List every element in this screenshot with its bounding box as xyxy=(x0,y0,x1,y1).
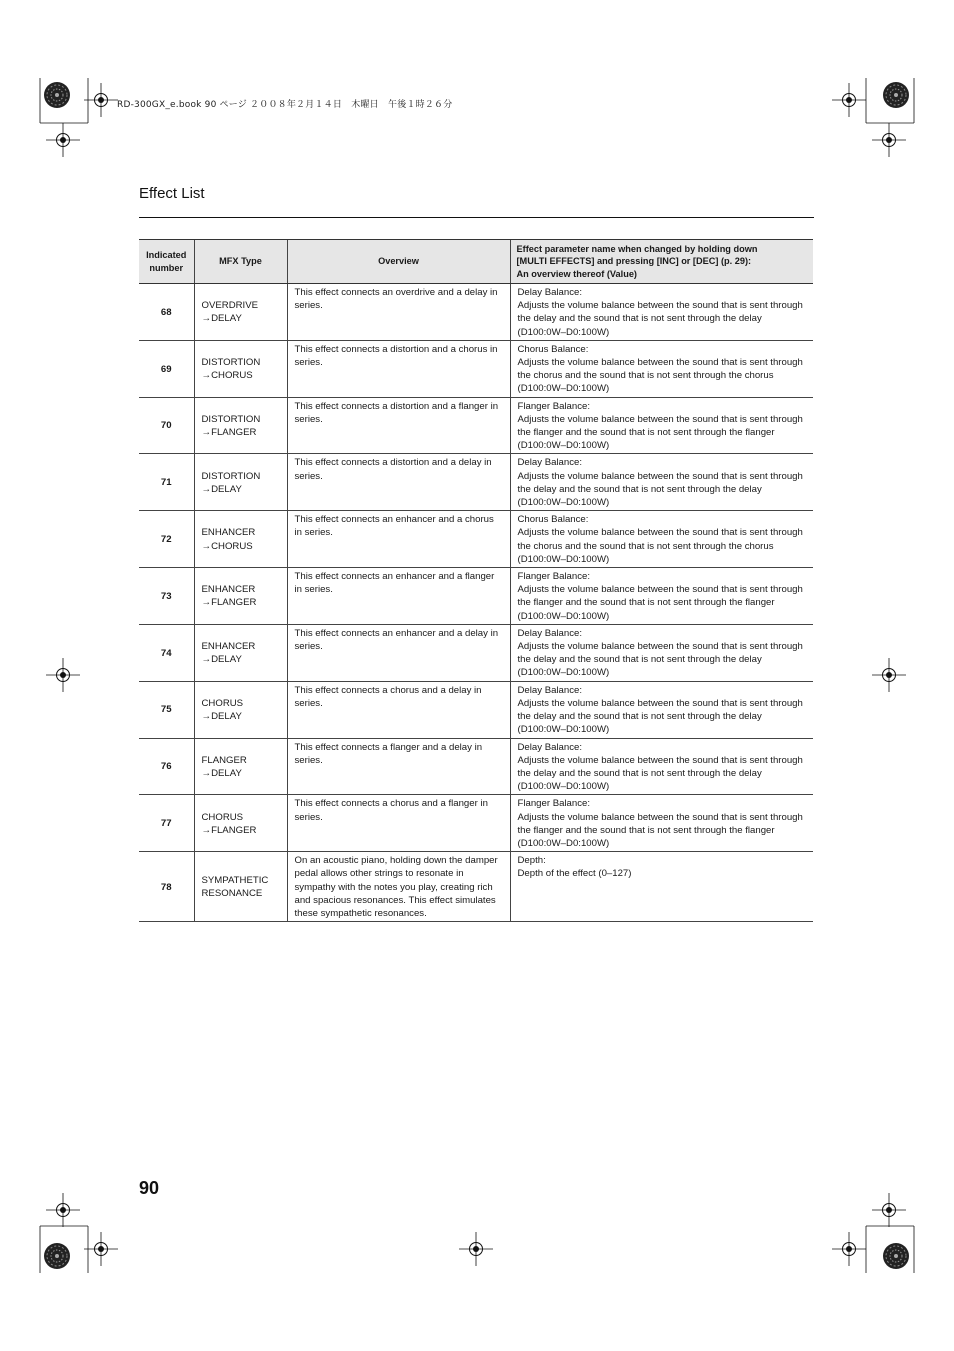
parameter-description: Adjusts the volume balance between the sound that is sent through the delay and the sound that is not sent through the delay (D100:0W–D0:100W) xyxy=(517,697,803,736)
section-title: Effect List xyxy=(139,185,205,202)
mfx-type xyxy=(194,738,287,795)
table-row xyxy=(139,624,813,681)
mfx-type-line: DISTORTION xyxy=(201,357,261,369)
table-header-row xyxy=(139,240,813,284)
effect-number: 77 xyxy=(139,795,194,852)
table-row xyxy=(139,397,813,454)
mfx-type xyxy=(194,340,287,397)
effect-parameter xyxy=(510,284,813,341)
mfx-type xyxy=(194,795,287,852)
mfx-type-line: →DELAY xyxy=(201,767,242,779)
effect-number: 73 xyxy=(139,568,194,625)
table-row xyxy=(139,852,813,922)
mfx-type-line: →FLANGER xyxy=(201,824,257,836)
parameter-name: Depth: xyxy=(517,855,546,867)
mfx-type-line: CHORUS xyxy=(201,811,244,823)
effect-number: 71 xyxy=(139,454,194,511)
mfx-type-line: ENHANCER xyxy=(201,527,256,539)
parameter-description: Adjusts the volume balance between the sound that is sent through the chorus and the sound that is not sent through the chorus (D100:0W–D0:100W) xyxy=(517,357,803,395)
mfx-type xyxy=(194,852,287,922)
effect-number: 69 xyxy=(139,340,194,397)
parameter-description: Adjusts the volume balance between the sound that is sent through the delay and the sound that is not sent through the delay (D100:0W–D0:100W) xyxy=(517,754,803,793)
mfx-type-line: DISTORTION xyxy=(201,470,261,482)
effect-overview: This effect connects a distortion and a flanger in series. xyxy=(287,397,510,454)
print-header: RD-300GX_e.book 90 ページ ２００８年２月１４日 木曜日 午後１時２６分 xyxy=(117,100,453,110)
mfx-type-line: →FLANGER xyxy=(201,597,257,609)
params-header-line: An overview thereof (Value) xyxy=(516,268,637,279)
parameter-description: Depth of the effect (0–127) xyxy=(517,868,632,880)
effect-overview: This effect connects an overdrive and a delay in series. xyxy=(287,284,510,341)
column-header-params xyxy=(510,240,813,284)
parameter-description: Adjusts the volume balance between the sound that is sent through the delay and the sound that is not sent through the delay (D100:0W–D0:100W) xyxy=(517,470,803,509)
effect-number: 70 xyxy=(139,397,194,454)
mfx-type-line: SYMPATHETIC xyxy=(201,874,269,886)
column-header-number: Indicated number xyxy=(139,240,194,284)
effect-number: 68 xyxy=(139,284,194,341)
effect-number: 78 xyxy=(139,852,194,922)
mfx-type xyxy=(194,568,287,625)
effect-overview: This effect connects a distortion and a delay in series. xyxy=(287,454,510,511)
effect-parameter xyxy=(510,511,813,568)
parameter-name: Flanger Balance: xyxy=(517,400,591,412)
mfx-type-line: FLANGER xyxy=(201,754,247,766)
table-row xyxy=(139,681,813,738)
effect-overview: This effect connects an enhancer and a chorus in series. xyxy=(287,511,510,568)
mfx-type xyxy=(194,397,287,454)
parameter-description: Adjusts the volume balance between the sound that is sent through the flanger and the sound that is not sent through the flanger (D100:0W–D0:100W) xyxy=(517,811,803,849)
parameter-name: Flanger Balance: xyxy=(517,798,591,810)
effect-number: 74 xyxy=(139,624,194,681)
effect-overview: This effect connects a distortion and a chorus in series. xyxy=(287,340,510,397)
table-row xyxy=(139,795,813,852)
parameter-description: Adjusts the volume balance between the sound that is sent through the delay and the sound that is not sent through the delay (D100:0W–D0:100W) xyxy=(517,300,803,338)
mfx-type-line: →CHORUS xyxy=(201,370,253,382)
mfx-type xyxy=(194,511,287,568)
mfx-type-line: →CHORUS xyxy=(201,540,253,552)
parameter-name: Delay Balance: xyxy=(517,741,583,753)
mfx-type xyxy=(194,624,287,681)
effect-parameter xyxy=(510,624,813,681)
effect-overview: This effect connects a chorus and a flanger in series. xyxy=(287,795,510,852)
parameter-name: Flanger Balance: xyxy=(517,571,591,583)
effect-overview: On an acoustic piano, holding down the damper pedal allows other strings to resonate in sympathy with the notes you play, creating rich and spacious resonances. This effect simulates these sympathetic resonances. xyxy=(287,852,510,922)
mfx-type xyxy=(194,454,287,511)
effect-parameter xyxy=(510,852,813,922)
table-row xyxy=(139,568,813,625)
parameter-name: Chorus Balance: xyxy=(517,514,589,526)
effect-number: 72 xyxy=(139,511,194,568)
effect-overview: This effect connects a chorus and a delay in series. xyxy=(287,681,510,738)
page-number: 90 xyxy=(139,1178,160,1198)
mfx-type-line: DISTORTION xyxy=(201,413,261,425)
mfx-type-line: CHORUS xyxy=(201,697,244,709)
effect-parameter xyxy=(510,454,813,511)
parameter-name: Delay Balance: xyxy=(517,457,583,469)
mfx-type-line: →FLANGER xyxy=(201,427,257,439)
title-rule xyxy=(139,217,814,218)
effect-overview: This effect connects a flanger and a delay in series. xyxy=(287,738,510,795)
parameter-description: Adjusts the volume balance between the sound that is sent through the delay and the sound that is not sent through the delay (D100:0W–D0:100W) xyxy=(517,641,803,679)
parameter-description: Adjusts the volume balance between the sound that is sent through the flanger and the sound that is not sent through the flanger (D100:0W–D0:100W) xyxy=(517,413,803,452)
mfx-type-line: ENHANCER xyxy=(201,641,256,653)
mfx-type-line: ENHANCER xyxy=(201,584,256,596)
mfx-type-line: →DELAY xyxy=(201,711,242,723)
mfx-type-line: OVERDRIVE xyxy=(201,300,259,312)
table-row xyxy=(139,454,813,511)
effect-number: 76 xyxy=(139,738,194,795)
mfx-type-line: RESONANCE xyxy=(201,888,263,900)
effect-parameter xyxy=(510,738,813,795)
parameter-description: Adjusts the volume balance between the sound that is sent through the flanger and the sound that is not sent through the flanger (D100:0W–D0:100W) xyxy=(517,584,803,622)
column-header-overview: Overview xyxy=(287,240,510,284)
table-row xyxy=(139,511,813,568)
effect-parameter xyxy=(510,397,813,454)
mfx-type-line: →DELAY xyxy=(201,483,242,495)
mfx-type xyxy=(194,681,287,738)
mfx-type-line: →DELAY xyxy=(201,313,242,325)
params-header-line: Effect parameter name when changed by holding down xyxy=(516,243,758,254)
effect-number: 75 xyxy=(139,681,194,738)
mfx-type xyxy=(194,284,287,341)
parameter-name: Chorus Balance: xyxy=(517,343,589,355)
mfx-type-line: →DELAY xyxy=(201,654,242,666)
parameter-name: Delay Balance: xyxy=(517,627,583,639)
effect-overview: This effect connects an enhancer and a delay in series. xyxy=(287,624,510,681)
column-header-type: MFX Type xyxy=(194,240,287,284)
effect-parameter xyxy=(510,340,813,397)
params-header-line: [MULTI EFFECTS] and pressing [INC] or [DEC] (p. 29): xyxy=(516,256,752,267)
effect-overview: This effect connects an enhancer and a flanger in series. xyxy=(287,568,510,625)
table-row xyxy=(139,738,813,795)
table-row xyxy=(139,340,813,397)
effect-parameter xyxy=(510,681,813,738)
effect-list-table xyxy=(139,239,813,922)
table-row xyxy=(139,284,813,341)
effect-parameter xyxy=(510,568,813,625)
parameter-description: Adjusts the volume balance between the sound that is sent through the chorus and the sound that is not sent through the chorus (D100:0W–D0:100W) xyxy=(517,527,803,565)
parameter-name: Delay Balance: xyxy=(517,287,583,298)
parameter-name: Delay Balance: xyxy=(517,684,583,696)
effect-parameter xyxy=(510,795,813,852)
